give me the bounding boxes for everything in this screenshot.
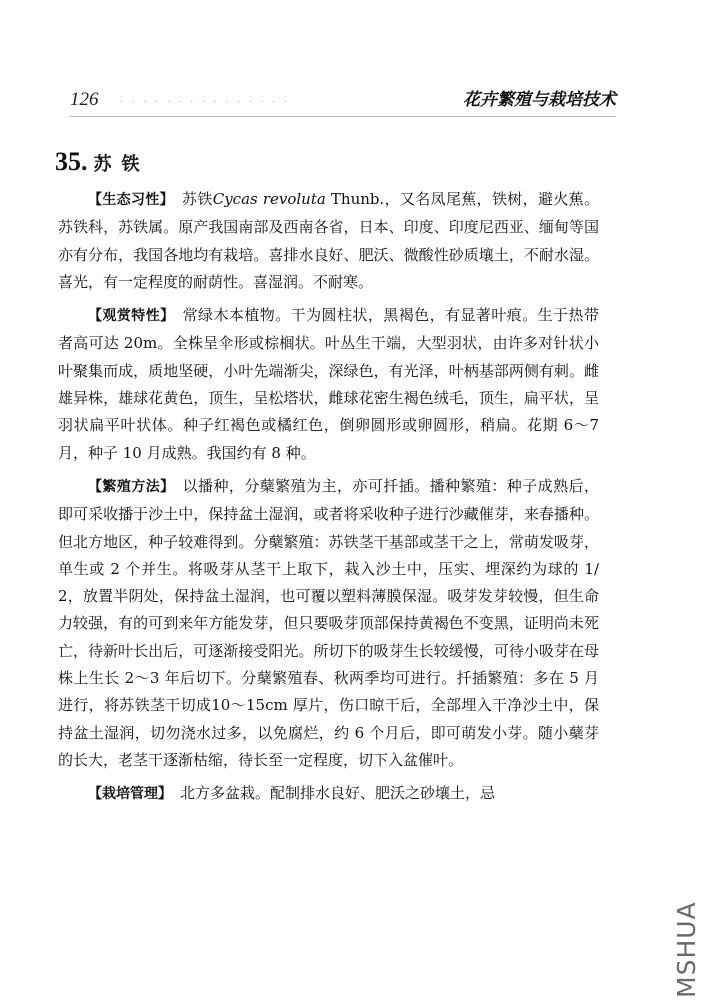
header-divider bbox=[70, 116, 616, 117]
paragraph-text: 北方多盆栽。配制排水良好、肥沃之砂壤土，忌 bbox=[180, 784, 496, 803]
watermark-text: MSHUA bbox=[672, 901, 701, 998]
page-header bbox=[70, 86, 616, 114]
paragraph-heading: 【生态习性】 bbox=[88, 192, 175, 208]
paragraph-text: 以播种，分蘖繁殖为主，亦可扦插。播种繁殖：种子成熟后，即可采收播于沙土中，保持盆土湿润，或者将采收种子进行沙藏催芽，来春播种。但北方地区，种子较难得到。分蘖繁殖：苏铁茎干基部或茎干之上，常萌发吸芽，单生或 2 个并生。将吸芽从茎干上取下，栽入沙土中，压实、埋深约为球的 1/2，放置半阴处，保持盆土湿润，也可覆以塑料薄膜保湿。吸芽发芽较慢，但生命力较强，有的可到来年方能发芽，但只要吸芽顶部保持黄褐色不变黑，证明尚未死亡，待新叶长出后，可逐渐接受阳光。所切下的吸芽生长较缓慢，可待小吸芽在母株上生长 2～3 年后切下。分蘖繁殖春、秋两季均可进行。扦插繁殖：多在 5 月进行，将苏铁茎干切成10～15cm 厚片，伤口晾干后，全部埋入干净沙土中，保持盆土湿润，切勿浇水过多，以免腐烂，约 6 个月后，即可萌发小芽。随小蘖芽的长大，老茎干逐渐枯缩，待长至一定程度，切下入盆催叶。 bbox=[58, 476, 599, 769]
paragraph-heading: 【繁殖方法】 bbox=[88, 478, 175, 495]
header-dot-leader: . . . . . . . . . . . . . . . bbox=[120, 95, 290, 105]
paragraph-text: Thunb.，又名凤尾蕉，铁树，避火蕉。苏铁科，苏铁属。原产我国南部及西南各省，日本、印度、印度尼西亚、缅甸等国亦有分布，我国各地均有栽培。喜排水良好、肥沃、微酸性砂质壤土，不耐水湿。喜光，有一定程度的耐荫性。喜湿润。不耐寒。 bbox=[58, 190, 599, 291]
section-heading bbox=[55, 144, 150, 180]
section-number: 35. bbox=[55, 147, 88, 176]
paragraph-ecology bbox=[58, 186, 599, 296]
paragraph-cultivation bbox=[58, 780, 599, 808]
paragraph-propagation bbox=[58, 473, 599, 774]
latin-name: Cycas revoluta bbox=[212, 190, 326, 208]
paragraph-text: 苏铁 bbox=[182, 190, 213, 208]
body-text bbox=[58, 186, 599, 815]
paragraph-heading: 【观赏特性】 bbox=[88, 308, 175, 325]
section-title: 苏铁 bbox=[93, 154, 150, 175]
page-number: 126 bbox=[70, 89, 99, 110]
paragraph-text: 常绿木本植物。干为圆柱状，黑褐色，有显著叶痕。生于热带者高可达 20m。全株呈伞形或棕榈状。叶丛生干端，大型羽状，由许多对针状小叶聚集而成，质地坚硬，小叶先端渐尖，深绿色，有光泽，叶柄基部两侧有刺。雌雄异株，雄球花黄色，顶生，呈松塔状，雌球花密生褐色绒毛，顶生，扁平状，呈羽状扁平叶状体。种子红褐色或橘红色，倒卵圆形或卵圆形，稍扁。花期 6～7 月，种子 10 月成熟。我国约有 8 种。 bbox=[58, 306, 599, 462]
paragraph-heading: 【栽培管理】 bbox=[88, 786, 172, 803]
paragraph-ornamental bbox=[58, 302, 599, 467]
running-title: 花卉繁殖与栽培技术 bbox=[463, 90, 616, 110]
